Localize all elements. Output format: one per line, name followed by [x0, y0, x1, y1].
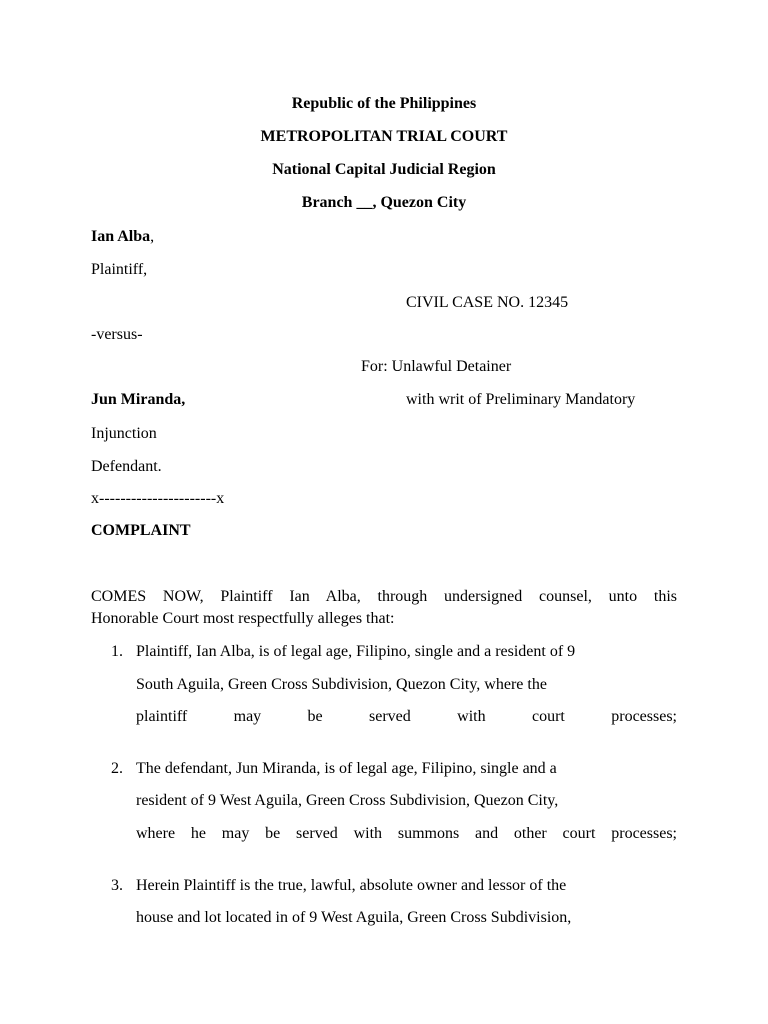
caption-separator: x----------------------x — [91, 490, 225, 507]
paragraph-3-line-1: Herein Plaintiff is the true, lawful, absolute owner and lessor of the — [136, 877, 567, 894]
defendant-name: Jun Miranda, — [91, 391, 186, 408]
injunction-line: Injunction — [91, 425, 157, 442]
plaintiff-name: Ian Alba — [91, 228, 151, 245]
writ-line: with writ of Preliminary Mandatory — [406, 391, 636, 408]
document-title: COMPLAINT — [91, 522, 191, 539]
paragraph-number: 3. — [111, 877, 123, 894]
paragraph-2-line-2: resident of 9 West Aguila, Green Cross Subdivision, Quezon City, — [136, 792, 559, 809]
case-nature: For: Unlawful Detainer — [361, 358, 512, 375]
case-number: CIVIL CASE NO. 12345 — [406, 294, 569, 311]
header-branch: Branch __, Quezon City — [301, 194, 467, 211]
paragraph-1-line-3: plaintiff may be served with court processes; — [136, 708, 677, 725]
paragraph-1-line-2: South Aguila, Green Cross Subdivision, Quezon City, where the — [136, 676, 547, 693]
paragraph-1-line-1: Plaintiff, Ian Alba, is of legal age, Filipino, single and a resident of 9 — [136, 643, 576, 660]
defendant-role: Defendant. — [91, 458, 162, 475]
versus: -versus- — [91, 326, 143, 343]
plaintiff-role: Plaintiff, — [91, 261, 148, 278]
header-court: METROPOLITAN TRIAL COURT — [260, 128, 508, 145]
intro-line-1: COMES NOW, Plaintiff Ian Alba, through undersigned counsel, unto this — [91, 588, 677, 605]
plaintiff-comma: , — [150, 228, 155, 245]
paragraph-number: 2. — [111, 760, 123, 777]
plaintiff-name-line — [91, 227, 154, 247]
intro-line-2: Honorable Court most respectfully alleges that: — [91, 610, 395, 627]
paragraph-number: 1. — [111, 643, 123, 660]
paragraph-2-line-3: where he may be served with summons and other court processes; — [136, 825, 677, 842]
paragraph-3-line-2: house and lot located in of 9 West Aguila, Green Cross Subdivision, — [136, 909, 572, 926]
paragraph-2-line-1: The defendant, Jun Miranda, is of legal age, Filipino, single and a — [136, 760, 557, 777]
header-region: National Capital Judicial Region — [272, 161, 496, 178]
header-republic: Republic of the Philippines — [291, 95, 477, 112]
